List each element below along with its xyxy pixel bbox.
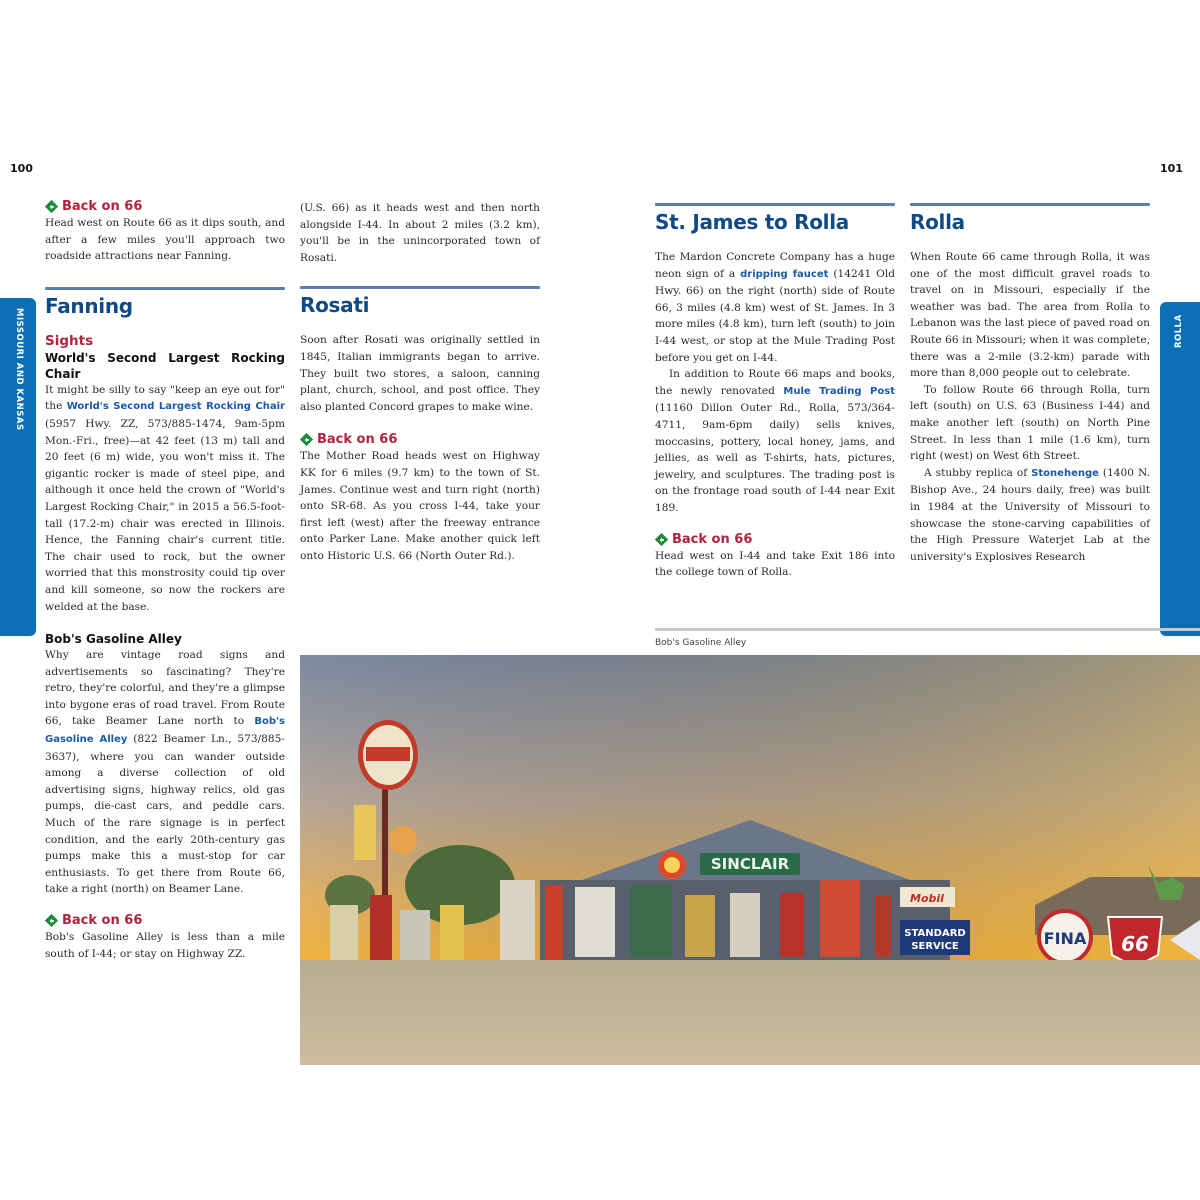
chapter-tab-right-label: ROLLA [1174, 314, 1184, 348]
svg-text:66: 66 [1121, 932, 1149, 956]
body-text: Why are vintage road signs and advertisements so fascinating? They're retro, they're colorful, and they're a glimpse into bygone eras of road travel. From Route 66, take Beamer Lane north to Bob's Gasoline Alley (822 Beamer Ln., 573/885-3637), where you can wander outside among a diverse collection of old advertising signs, highway relics, old gas pumps, die-cast cars, and peddle cars. Much of the rare signage is in perfect condition, and the early 20th-century gas pumps make this a must-stop for car enthusiasts. To get there from Route 66, take a right (north) on Beamer Lane. [45, 649, 285, 896]
body-text: The Mardon Concrete Company has a huge neon sign of a dripping faucet (14241 Old Hwy. 66) on the right (north) side of Route 66, 3 miles (4.8 km) west of St. James. In 3 more miles (4.8 km), turn left (south) to join I-44 west, or stop at the Mule Trading Post before you get on I-44. [655, 251, 895, 364]
chapter-tab-left [0, 298, 36, 636]
route-marker-icon [45, 200, 58, 213]
section-rule [300, 286, 540, 289]
route-marker-icon [45, 914, 58, 927]
route-marker-icon [655, 533, 668, 546]
svg-text:FINA: FINA [1043, 929, 1087, 948]
back-on-66-heading: Back on 66 [300, 431, 540, 448]
column-1 [45, 198, 285, 962]
sight-title: World's Second Largest Rocking Chair [45, 350, 285, 381]
svg-text:STANDARD: STANDARD [904, 928, 966, 939]
back-on-66-heading: Back on 66 [655, 531, 895, 548]
route-marker-icon [300, 433, 313, 446]
back-on-66-heading: Back on 66 [45, 912, 285, 929]
link-bobs-gasoline-alley[interactable]: Bob's Gasoline Alley [45, 716, 285, 746]
page-number-right: 101 [1160, 162, 1183, 175]
svg-text:SINCLAIR: SINCLAIR [710, 855, 790, 873]
svg-text:Mobil: Mobil [910, 892, 944, 905]
body-text: Head west on Route 66 as it dips south, and after a few miles you'll approach two roadside attractions near Fanning. [45, 217, 285, 263]
section-rule [45, 287, 285, 290]
svg-text:SERVICE: SERVICE [911, 941, 959, 952]
photo-bobs-gasoline-alley [300, 655, 1200, 1065]
body-text: It might be silly to say "keep an eye out for" the World's Second Largest Rocking Chair (5957 Hwy. ZZ, 573/885-1474, 9am-5pm Mon.-Fri., free)—at 42 feet (13 m) tall and 20 feet (6 m) wide, you won't miss it. The gigantic rocker is made of steel pipe, and although it once held the crown of "World's Largest Rocking Chair," in 2015 a 56.5-foot-tall (17.2-m) chair was erected in Illinois. Hence, the Fanning chair's current title. The chair used to rock, but the owner worried that this monstrosity could tip over and kill someone, so now the rockers are welded at the base. [45, 383, 285, 613]
body-text: Head west on I-44 and take Exit 186 into the college town of Rolla. [655, 549, 895, 579]
photo-illustration [300, 655, 1200, 1065]
back-on-66-heading: Back on 66 [45, 198, 285, 215]
section-rule [655, 203, 895, 206]
body-text: Soon after Rosati was originally settled in 1845, Italian immigrants began to arrive. They built two stores, a saloon, canning plant, church, school, and post office. They also planted Concord grapes to make wine. [300, 334, 540, 413]
link-mule-trading-post[interactable]: Mule Trading Post [783, 385, 895, 397]
link-dripping-faucet[interactable]: dripping faucet [740, 268, 829, 280]
column-4 [910, 203, 1150, 565]
body-text: To follow Route 66 through Rolla, turn left (south) on U.S. 63 (Business I-44) and make another left (south) on North Pine Street. In less than 1 mile (1.6 km), turn right (west) on West 6th Street. [910, 383, 1150, 463]
column-2 [300, 200, 540, 565]
section-heading-fanning: Fanning [45, 293, 133, 318]
body-text: The Mother Road heads west on Highway KK for 6 miles (9.7 km) to the town of St. James. Continue west and turn right (north) onto SR-68. As you cross I-44, take your first left (west) after the freeway entrance onto Parker Lane. Make another quick left onto Historic U.S. 66 (North Outer Rd.). [300, 450, 540, 562]
chapter-tab-left-label: MISSOURI AND KANSAS [14, 308, 24, 431]
section-heading-rolla: Rolla [910, 210, 965, 234]
caption-rule [655, 628, 1200, 631]
body-text: Bob's Gasoline Alley is less than a mile south of I-44; or stay on Highway ZZ. [45, 931, 285, 960]
sight-title: Bob's Gasoline Alley [45, 632, 182, 647]
chapter-tab-right [1160, 302, 1200, 636]
body-text: When Route 66 came through Rolla, it was one of the most difficult gravel roads to travel on in Missouri, especially if the weather was bad. The area from Rolla to Lebanon was the last piece of paved road on Route 66 in Missouri; when it was complete, there was a 2-mile (3.2-km) parade with more than 8,000 people out to celebrate. [910, 251, 1150, 380]
body-text: (U.S. 66) as it heads west and then north alongside I-44. In about 2 miles (3.2 km), you'll be in the unincorporated town of Rosati. [300, 202, 540, 264]
column-3 [655, 203, 895, 581]
page-number-left: 100 [10, 162, 33, 175]
section-rule [910, 203, 1150, 206]
body-text: A stubby replica of Stonehenge (1400 N. Bishop Ave., 24 hours daily, free) was built in 1984 at the University of Missouri to showcase the stone-carving capabilities of the High Pressure Waterjet Lab at the university's Explosives Research [910, 466, 1150, 563]
section-heading-st-james-to-rolla: St. James to Rolla [655, 210, 849, 234]
photo-caption: Bob's Gasoline Alley [655, 638, 747, 648]
body-text: In addition to Route 66 maps and books, the newly renovated Mule Trading Post (11160 Dillon Outer Rd., Rolla, 573/364-4711, 9am-6pm daily) sells knives, moccasins, pottery, local honey, jams, and jellies, as well as T-shirts, hats, pictures, jewelry, and sculptures. The trading post is on the frontage road south of I-44 near Exit 189. [655, 368, 895, 514]
link-rocking-chair[interactable]: World's Second Largest Rocking Chair [66, 401, 285, 413]
subheading-sights: Sights [45, 332, 94, 349]
link-stonehenge[interactable]: Stonehenge [1031, 467, 1099, 479]
section-heading-rosati: Rosati [300, 293, 370, 318]
